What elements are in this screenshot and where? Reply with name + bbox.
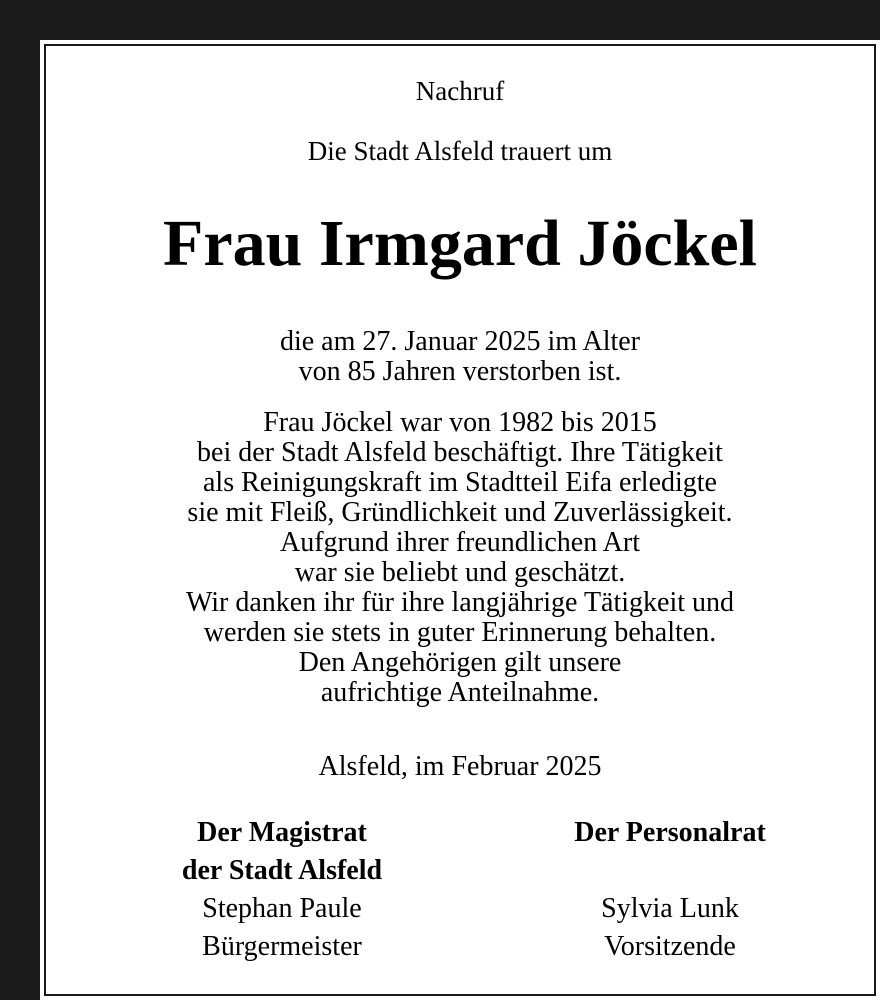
- tribute-line: war sie beliebt und geschätzt.: [294, 557, 626, 588]
- signature-org-line: Der Personalrat: [574, 817, 766, 848]
- death-statement: [40, 327, 880, 387]
- signature-person: Sylvia Lunk: [601, 893, 739, 924]
- obituary-card: [40, 40, 880, 1000]
- tribute-line: bei der Stadt Alsfeld beschäftigt. Ihre Tätigkeit: [197, 437, 723, 468]
- tribute-line: sie mit Fleiß, Gründlichkeit und Zuverlässigkeit.: [187, 497, 733, 528]
- signature-role: Bürgermeister: [202, 931, 362, 962]
- tribute-line: Wir danken ihr für ihre langjährige Tätigkeit und: [185, 587, 735, 618]
- tribute-line: werden sie stets in guter Erinnerung behalten.: [203, 617, 717, 648]
- signature-spacer: [510, 852, 830, 890]
- tribute-line: Frau Jöckel war von 1982 bis 2015: [263, 407, 657, 438]
- notice-header: Nachruf: [415, 76, 505, 106]
- place-date: Alsfeld, im Februar 2025: [318, 751, 602, 782]
- signature-person: Stephan Paule: [202, 893, 362, 924]
- intro-line: Die Stadt Alsfeld trauert um: [307, 136, 613, 166]
- tribute-text: [40, 408, 880, 708]
- signature-role: Vorsitzende: [604, 931, 736, 962]
- tribute-line: Den Angehörigen gilt unsere: [298, 647, 622, 678]
- signature-personalrat: [510, 814, 830, 966]
- signature-org-line: Der Magistrat: [197, 817, 367, 848]
- death-line: die am 27. Januar 2025 im Alter: [279, 326, 641, 357]
- tribute-line: als Reinigungskraft im Stadtteil Eifa erledigte: [203, 467, 717, 498]
- death-line: von 85 Jahren verstorben ist.: [298, 356, 622, 387]
- tribute-line: Aufgrund ihrer freundlichen Art: [280, 527, 640, 558]
- tribute-line: aufrichtige Anteilnahme.: [320, 677, 600, 708]
- deceased-name: Frau Irmgard Jöckel: [163, 207, 757, 280]
- signature-org-line: der Stadt Alsfeld: [181, 855, 383, 886]
- signature-magistrat: [122, 814, 442, 966]
